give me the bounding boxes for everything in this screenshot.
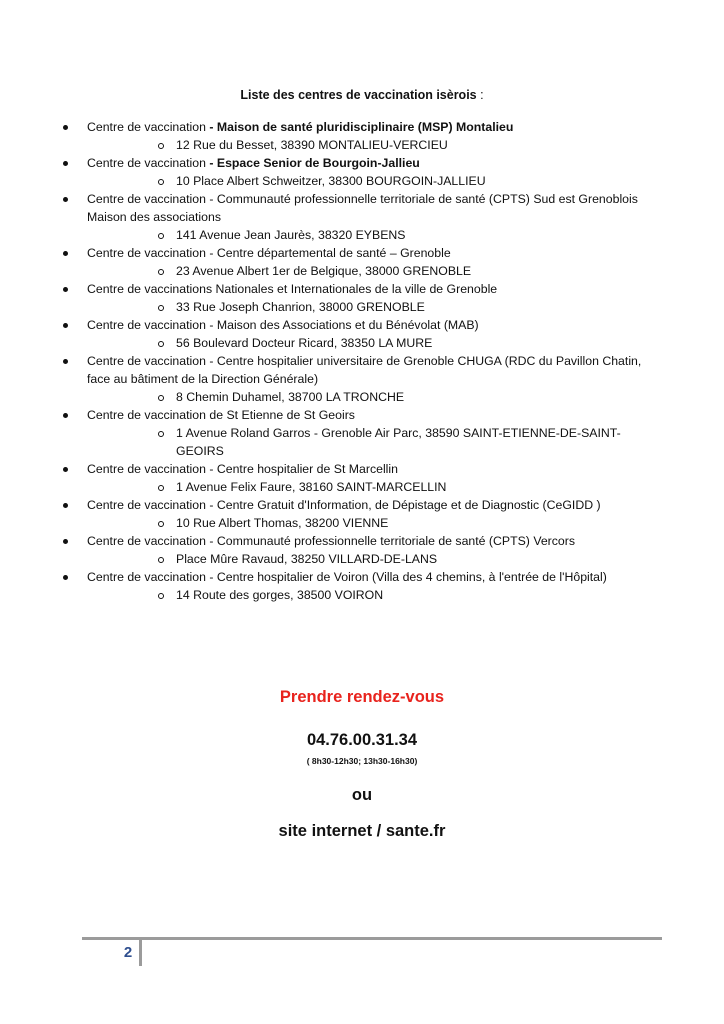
vaccination-centre-list bbox=[60, 118, 660, 604]
centre-address: 141 Avenue Jean Jaurès, 38320 EYBENS bbox=[87, 226, 660, 244]
centre-address: 23 Avenue Albert 1er de Belgique, 38000 GRENOBLE bbox=[87, 262, 660, 280]
centre-name: Centre de vaccination - Centre hospitalier de St Marcellin bbox=[87, 462, 398, 476]
page-title-colon: : bbox=[476, 88, 484, 102]
centre-address: 33 Rue Joseph Chanrion, 38000 GRENOBLE bbox=[87, 298, 660, 316]
centre-name: Centre de vaccination bbox=[87, 156, 210, 170]
page-title-text: Liste des centres de vaccination isèrois bbox=[240, 88, 477, 102]
centre-address: 14 Route des gorges, 38500 VOIRON bbox=[87, 586, 660, 604]
centre-name: Centre de vaccination - Communauté professionnelle territoriale de santé (CPTS) Sud est Grenoblois Maison des associations bbox=[87, 192, 638, 224]
centre-name-bold: - Espace Senior de Bourgoin-Jallieu bbox=[209, 156, 420, 170]
appointment-or: ou bbox=[351, 786, 373, 804]
page-title bbox=[0, 88, 724, 102]
centre-name-bold: - Maison de santé pluridisciplinaire (MSP) Montalieu bbox=[209, 120, 514, 134]
centre-address: 10 Rue Albert Thomas, 38200 VIENNE bbox=[87, 514, 660, 532]
list-item bbox=[60, 316, 660, 352]
centre-address: 1 Avenue Roland Garros - Grenoble Air Parc, 38590 SAINT-ETIENNE-DE-SAINT-GEOIRS bbox=[87, 424, 660, 460]
list-item bbox=[60, 532, 660, 568]
list-item bbox=[60, 496, 660, 532]
centre-address: 10 Place Albert Schweitzer, 38300 BOURGOIN-JALLIEU bbox=[87, 172, 660, 190]
list-item bbox=[60, 406, 660, 460]
list-item bbox=[60, 280, 660, 316]
footer-rule bbox=[82, 937, 662, 940]
centre-address: Place Mûre Ravaud, 38250 VILLARD-DE-LANS bbox=[87, 550, 660, 568]
centre-address: 12 Rue du Besset, 38390 MONTALIEU-VERCIEU bbox=[87, 136, 660, 154]
centre-name: Centre de vaccinations Nationales et Internationales de la ville de Grenoble bbox=[87, 282, 498, 296]
centre-address: 56 Boulevard Docteur Ricard, 38350 LA MURE bbox=[87, 334, 660, 352]
centre-name: Centre de vaccination bbox=[87, 120, 210, 134]
appointment-hours: ( 8h30-12h30; 13h30-16h30) bbox=[306, 756, 418, 766]
appointment-phone: 04.76.00.31.34 bbox=[306, 731, 418, 749]
centre-name: Centre de vaccination - Maison des Associations et du Bénévolat (MAB) bbox=[87, 318, 479, 332]
list-item bbox=[60, 568, 660, 604]
list-item bbox=[60, 118, 660, 154]
footer-divider bbox=[139, 940, 142, 966]
centre-name: Centre de vaccination - Centre hospitalier de Voiron (Villa des 4 chemins, à l'entrée de l'Hôpital) bbox=[87, 570, 607, 584]
centre-name: Centre de vaccination - Centre hospitalier universitaire de Grenoble CHUGA (RDC du Pavillon Chatin, face au bâtiment de la Direction Générale) bbox=[87, 354, 642, 386]
centre-name: Centre de vaccination - Centre Gratuit d'Information, de Dépistage et de Diagnostic (CeGIDD ) bbox=[87, 498, 601, 512]
centre-name: Centre de vaccination de St Etienne de St Geoirs bbox=[87, 408, 355, 422]
list-item bbox=[60, 190, 660, 244]
centre-name: Centre de vaccination - Centre départemental de santé – Grenoble bbox=[87, 246, 451, 260]
list-item bbox=[60, 154, 660, 190]
centre-address: 1 Avenue Felix Faure, 38160 SAINT-MARCELLIN bbox=[87, 478, 660, 496]
list-item bbox=[60, 244, 660, 280]
centre-name: Centre de vaccination - Communauté professionnelle territoriale de santé (CPTS) Vercors bbox=[87, 534, 576, 548]
list-item bbox=[60, 352, 660, 406]
centre-address: 8 Chemin Duhamel, 38700 LA TRONCHE bbox=[87, 388, 660, 406]
appointment-title: Prendre rendez-vous bbox=[279, 688, 445, 706]
page-number: 2 bbox=[123, 944, 133, 961]
appointment-website: site internet / sante.fr bbox=[278, 822, 446, 840]
list-item bbox=[60, 460, 660, 496]
